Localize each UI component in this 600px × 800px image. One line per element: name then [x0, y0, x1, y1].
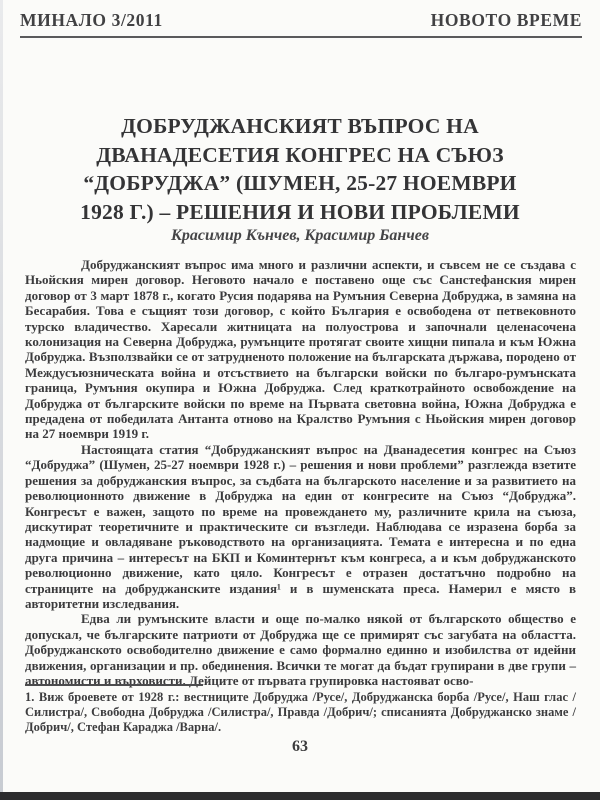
running-head: [20, 10, 582, 38]
article-title-line-3: “ДОБРУДЖА” (ШУМЕН, 25-27 НОЕМВРИ: [83, 171, 517, 195]
section-title: НОВОТО ВРЕМЕ: [430, 10, 582, 30]
footnote-block: [25, 684, 576, 735]
scan-edge-bottom: [0, 792, 600, 800]
article-title-line-1: ДОБРУДЖАНСКИЯТ ВЪПРОС НА: [121, 114, 479, 138]
footnote-separator-rule: [25, 684, 203, 686]
paragraph-1: Добруджанският въпрос има много и различни аспекти, и съвсем не се създава с Ньойския мирен договор. Неговото начало е поставено още със Санстефанския мирен договор от 3 март 1878 г., когато Русия подарява на Румъния Северна Добруджа, в замяна на Бесарабия. Това е същият този договор, с който България е освободена от петвековното турско владичество. Харесали житницата на полуострова и започнали целенасочена колонизация на Северна Добруджа, румънците протягат своите хищни пипала и към Южна Добруджа. Възползвайки се от затрудненото положение на българската държава, породено от Междусъюзническата война и отсъствието на български войски по българо-румънската граница, Румъния окупира и Южна Добруджа. След краткотрайното освобождение на Добруджа от българските войски по време на Първата световна война, Южна Добруджа е предадена от победилата Антанта отново на Кралство Румъния с Ньойския мирен договор на 27 ноември 1919 г.: [25, 257, 576, 442]
authors-line: Красимир Кънчев, Красимир Банчев: [171, 227, 429, 244]
paragraph-3: Едва ли румънските власти и още по-малко някой от българското общество е допускал, че българските патриоти от Добруджа ще се примирят със загубата на областта. Добруджанското освободително движение е само формално единно и изобилства от идейни движения, организации и пр. обединения. Всички те могат да бъдат групирани в две групи – автономисти и върховисти. Дейците от първата групировка настояват осво-: [25, 611, 576, 688]
scan-edge-left: [0, 0, 3, 800]
article-title-line-2: ДВАНАДЕСЕТИЯ КОНГРЕС НА СЪЮЗ: [96, 142, 504, 167]
journal-name-issue: МИНАЛО 3/2011: [20, 10, 163, 30]
page-number: 63: [292, 738, 308, 755]
footnote-text: 1. Виж броевете от 1928 г.: вестниците Добруджа /Русе/, Добруджанска борба /Русе/, Наш глас /Силистра/, Свободна Добруджа /Силистра/, Правда /Добрич/; списанията Добруджанско знаме /Добрич/, Стефан Караджа /Варна/.: [25, 690, 576, 734]
article-title: [28, 112, 572, 226]
article-body: [25, 257, 576, 688]
article-title-line-4: 1928 Г.) – РЕШЕНИЯ И НОВИ ПРОБЛЕМИ: [80, 199, 520, 224]
paragraph-2: Настоящата статия “Добруджанският въпрос на Дванадесетия конгрес на Съюз “Добруджа” (Шумен, 25-27 ноември 1928 г.) – решения и нови проблеми” разглежда взетите решения за добруджанския въпрос, за съдбата на българското население и за развитието на революционното движение в Добруджа на един от конгресите на Съюз “Добруджа”. Конгресът е важен, защото по време на провеждането му, различните крила на съюза, дискутират теоретичните и практическите си възгледи. Наблюдава се изразена борба за надмощие и овладяване ръководството на организацията. Темата е интересна и по една друга причина – интересът на БКП и Коминтернът към конгреса, а и към добруджанското революционно движение, като цяло. Конгресът е отразен достатъчно подробно на страниците на добруджанските издания¹ и в шуменската преса. Намерил е място в авторитетни изследвания.: [25, 441, 576, 611]
